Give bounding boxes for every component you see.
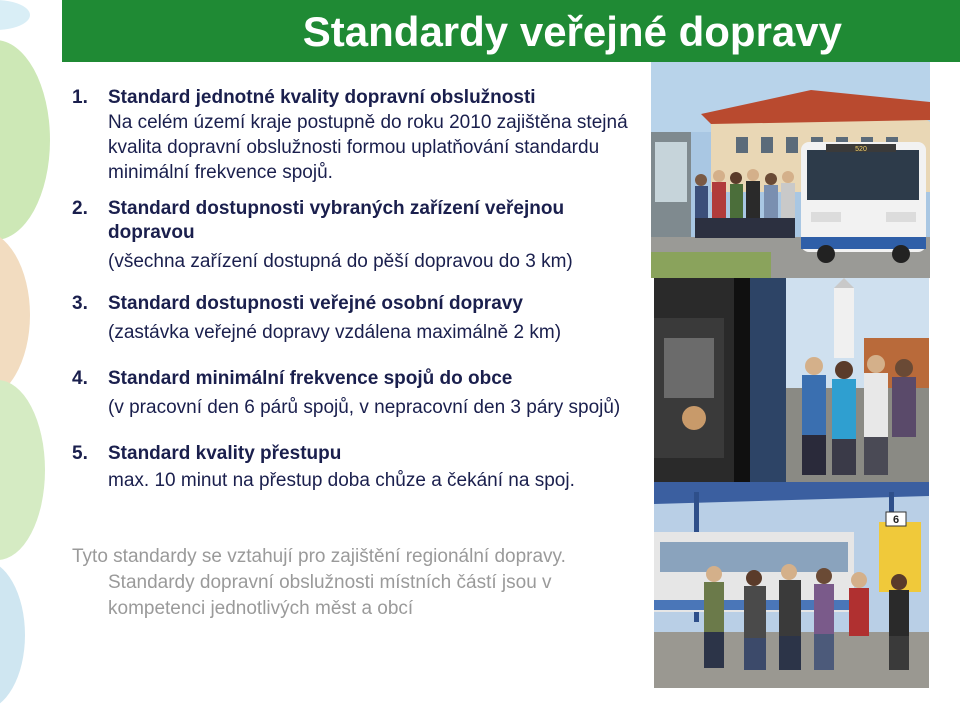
item-number: 4. (72, 368, 88, 389)
item-heading-continued: dopravou (108, 222, 195, 243)
left-decoration (0, 0, 60, 720)
photo-boarding-bus (654, 278, 929, 482)
list-item (72, 197, 652, 274)
item-number: 5. (72, 443, 88, 464)
bus-stop-illustration (654, 482, 929, 688)
deco-shape (0, 0, 30, 30)
list-item (72, 86, 652, 185)
item-body: (v pracovní den 6 párů spojů, v nepracovní den 3 páry spojů) (108, 397, 621, 418)
deco-shape (0, 230, 30, 400)
deco-shape (0, 40, 50, 240)
standards-list (72, 86, 652, 505)
item-number: 3. (72, 293, 88, 314)
note-line-1: Tyto standardy se vztahují pro zajištění regionální dopravy. (72, 546, 566, 567)
deco-shape (0, 560, 25, 710)
bus-sign: 520 (855, 146, 867, 153)
photo-bus-station (651, 62, 930, 278)
item-body: (všechna zařízení dostupná do pěší dopravou do 3 km) (108, 251, 573, 272)
slide-title: Standardy veřejné dopravy (302, 8, 842, 55)
note-line-2: Standardy dopravní obslužnosti místních částí jsou v kompetenci jednotlivých měst a obcí (108, 572, 552, 619)
item-heading: Standard dostupnosti vybraných zařízení veřejnou (108, 198, 565, 219)
item-number: 2. (72, 198, 88, 219)
item-heading: Standard kvality přestupu (108, 443, 342, 464)
stop-number: 6 (892, 514, 900, 526)
item-number: 1. (72, 87, 88, 108)
bus-station-illustration (651, 62, 930, 278)
deco-shape (0, 380, 45, 560)
item-body: max. 10 minut na přestup doba chůze a čekání na spoj. (108, 470, 575, 491)
list-item (72, 442, 652, 493)
item-body: (zastávka veřejné dopravy vzdálena maximálně 2 km) (108, 322, 562, 343)
item-heading: Standard dostupnosti veřejné osobní dopravy (108, 293, 523, 314)
list-item (72, 292, 652, 345)
item-heading: Standard minimální frekvence spojů do obce (108, 368, 513, 389)
list-item (72, 367, 652, 420)
item-body: Na celém území kraje postupně do roku 2010 zajištěna stejná kvalita dopravní obslužnosti formou uplatňování standardu minimální frekvence spojů. (108, 112, 628, 183)
item-heading: Standard jednotné kvality dopravní obslužnosti (108, 87, 536, 108)
boarding-illustration (654, 278, 929, 482)
footer-note (72, 544, 652, 622)
photo-bus-stop (654, 482, 929, 688)
